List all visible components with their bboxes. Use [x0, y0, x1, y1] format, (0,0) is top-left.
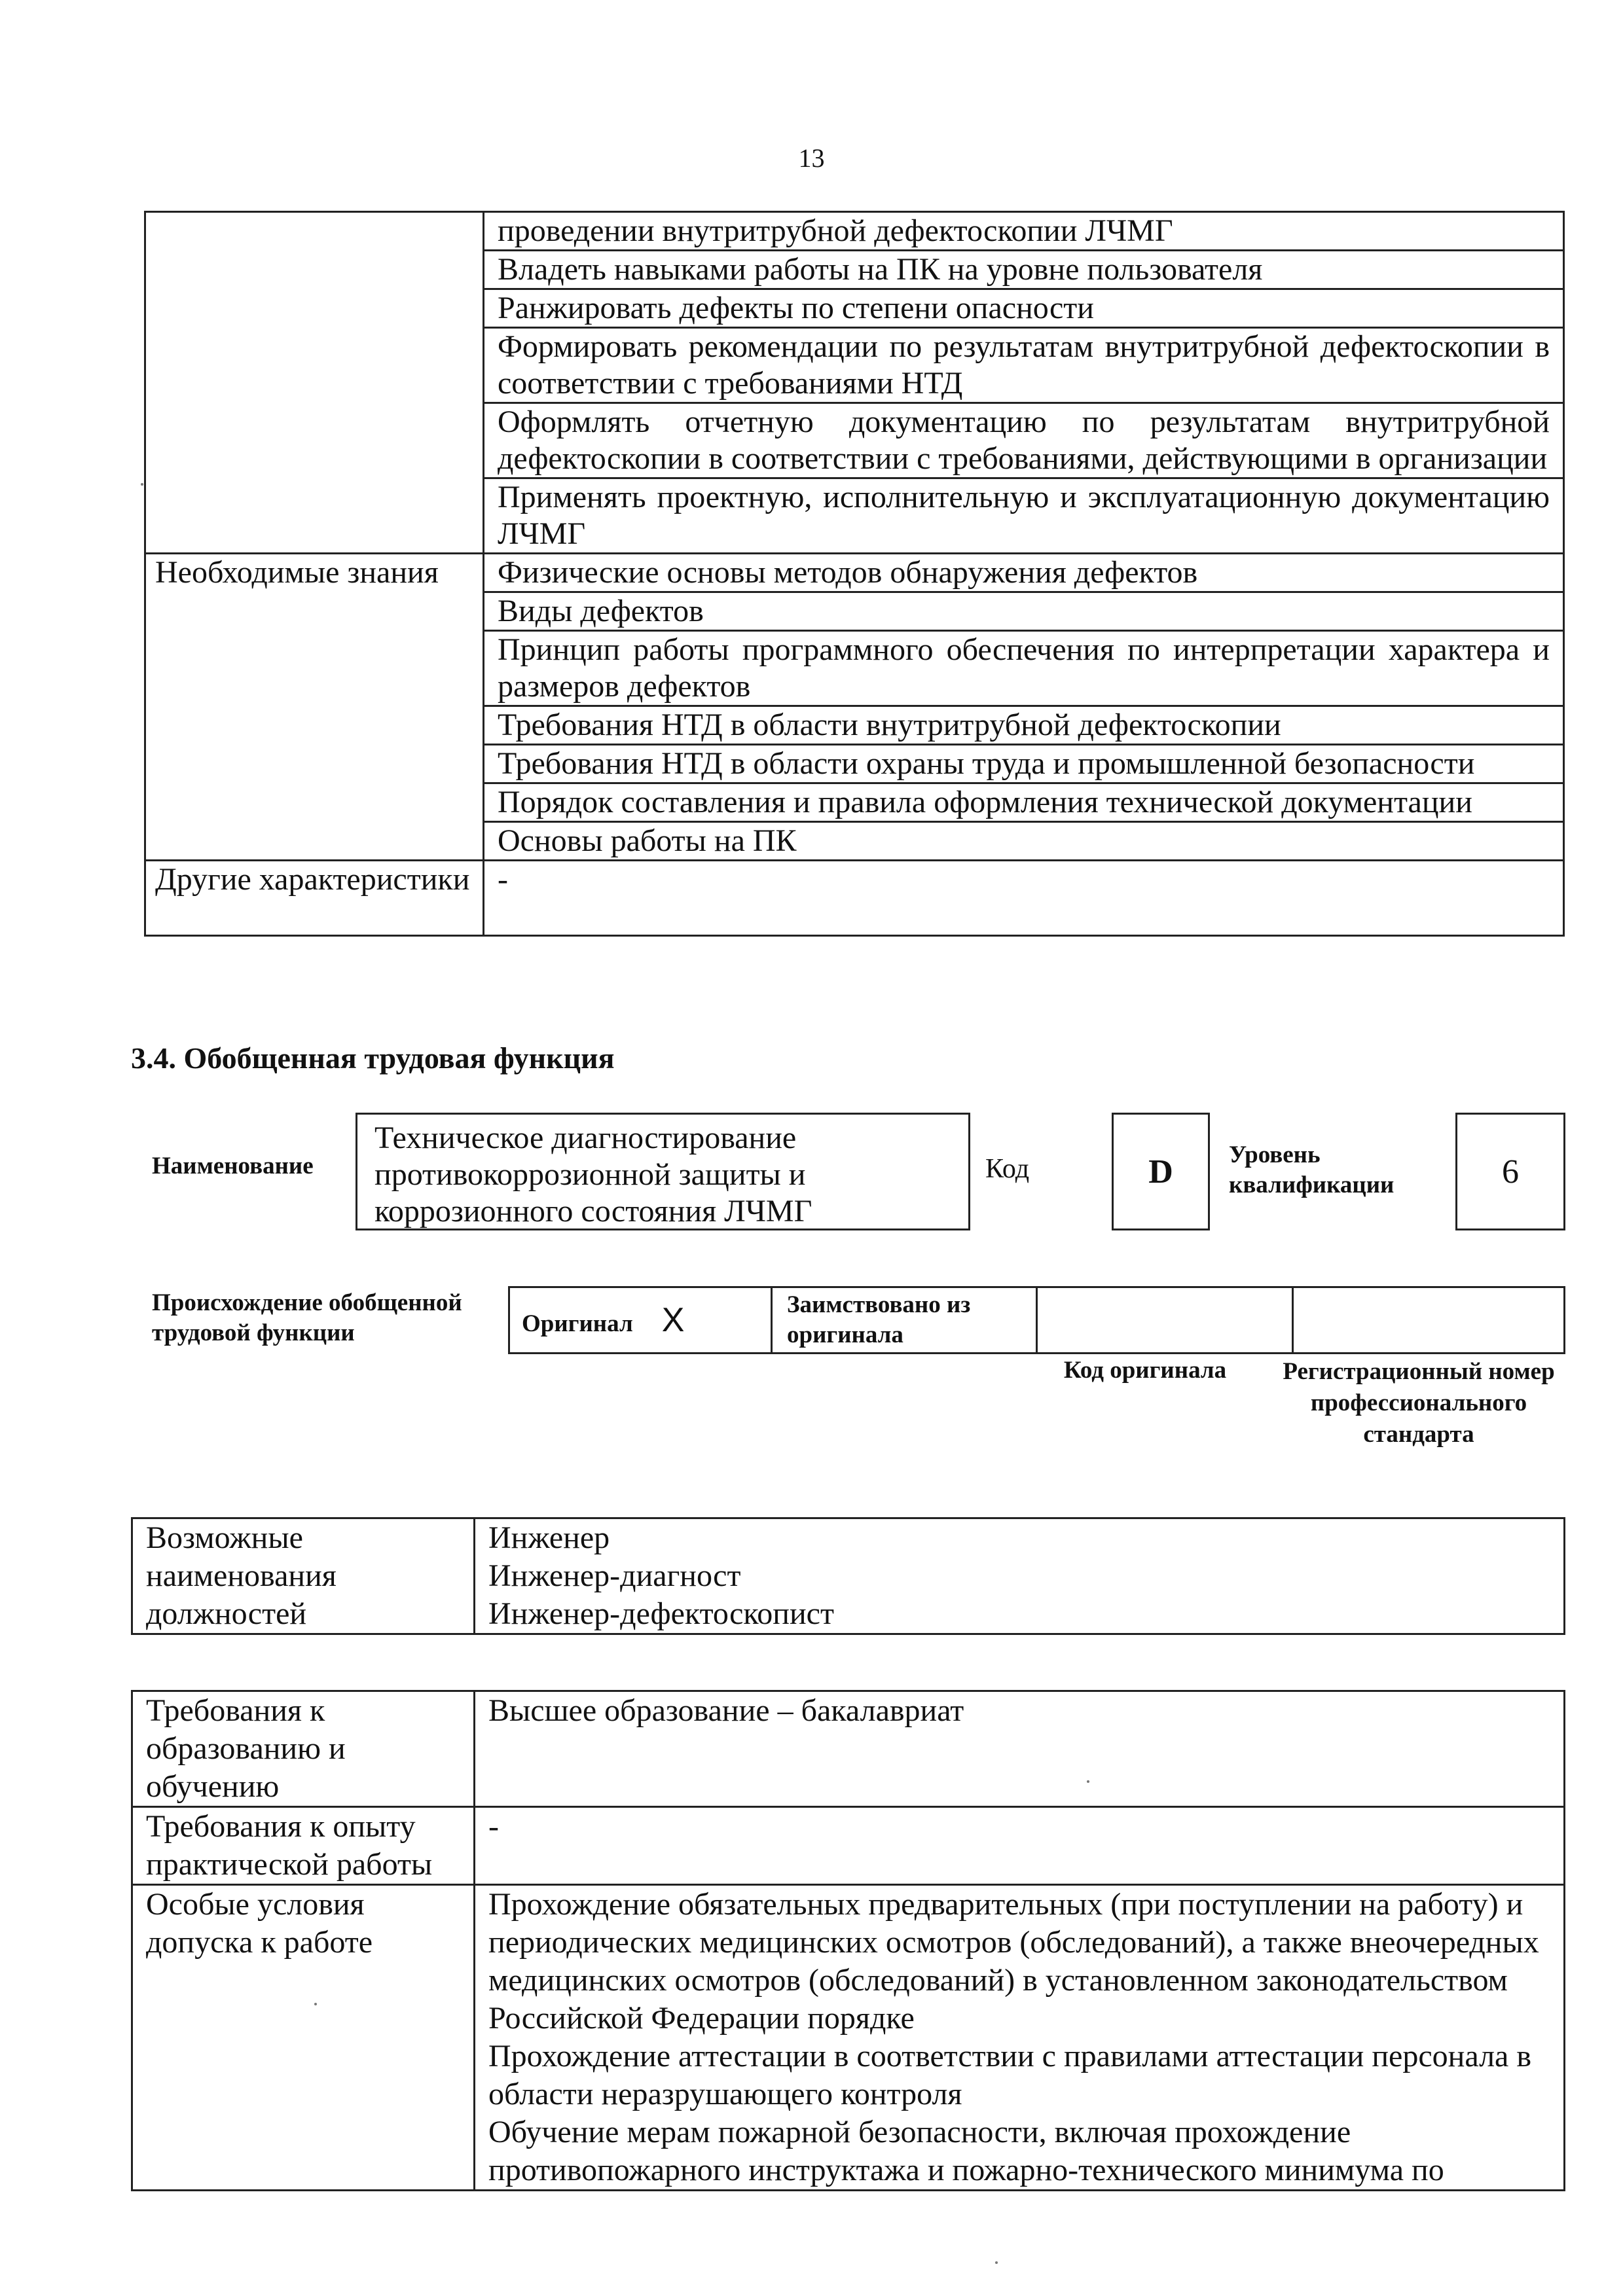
positions-values [475, 1518, 1565, 1634]
level-value: 6 [1455, 1113, 1565, 1230]
origin-reg-caption: Регистрационный номер профессионального стандарта [1283, 1358, 1555, 1448]
origin-original-cell [509, 1287, 772, 1354]
knowledge-item: Требования НТД в области внутритрубной дефектоскопии [484, 706, 1564, 745]
origin-original-label: Оригинал [522, 1310, 633, 1337]
positions-table [131, 1517, 1565, 1635]
name-label: Наименование [152, 1153, 314, 1179]
section-title: 3.4. Обобщенная трудовая функция [131, 1041, 615, 1075]
admission-label: Особые условия допуска к работе [132, 1885, 475, 2191]
skills-label-cell [145, 212, 484, 554]
admission-item: Прохождение обязательных предварительных (при поступлении на работу) и периодических медицинских осмотров (обследований), а также внеочередных медицинских осмотров (обследований) в установленном законодательством Российской Федерации порядке [488, 1887, 1539, 2036]
scan-speck [1087, 1780, 1089, 1783]
page-number: 13 [798, 143, 825, 173]
origin-table [508, 1286, 1565, 1354]
knowledge-item: Принцип работы программного обеспечения по интерпретации характера и размеров дефектов [484, 631, 1564, 706]
knowledge-item: Виды дефектов [484, 592, 1564, 631]
scan-speck [141, 483, 143, 486]
competency-table [144, 211, 1565, 937]
origin-code-caption: Код оригинала [1063, 1357, 1227, 1384]
position-item: Инженер [488, 1520, 610, 1555]
code-label: Код [985, 1154, 1030, 1184]
skill-item: Оформлять отчетную документацию по результатам внутритрубной дефектоскопии в соответствии с требованиями, действующими в организации [484, 403, 1564, 478]
position-item: Инженер-диагност [488, 1558, 741, 1593]
origin-reg-cell [1293, 1287, 1565, 1354]
positions-label: Возможные наименования должностей [132, 1518, 475, 1634]
origin-label: Происхождение обобщенной трудовой функции [152, 1289, 462, 1346]
knowledge-item: Физические основы методов обнаружения дефектов [484, 554, 1564, 592]
other-value: - [484, 861, 1564, 936]
origin-borrowed-label: Заимствовано из оригинала [772, 1287, 1037, 1354]
name-value: Техническое диагностирование противокоррозионной защиты и коррозионного состояния ЛЧМГ [356, 1113, 970, 1230]
origin-original-mark: X [661, 1301, 685, 1339]
requirements-table [131, 1690, 1565, 2191]
scan-speck [995, 2261, 998, 2264]
scan-speck [314, 2003, 317, 2005]
skill-item: проведении внутритрубной дефектоскопии ЛЧМГ [484, 212, 1564, 251]
education-label: Требования к образованию и обучению [132, 1691, 475, 1807]
other-label: Другие характеристики [145, 861, 484, 936]
knowledge-item: Требования НТД в области охраны труда и промышленной безопасности [484, 745, 1564, 783]
skill-item: Ранжировать дефекты по степени опасности [484, 289, 1564, 328]
admission-values [475, 1885, 1565, 2191]
skill-item: Владеть навыками работы на ПК на уровне пользователя [484, 251, 1564, 289]
admission-item: Прохождение аттестации в соответствии с правилами аттестации персонала в области неразрушающего контроля [488, 2039, 1531, 2111]
education-value: Высшее образование – бакалавриат [475, 1691, 1565, 1807]
experience-label: Требования к опыту практической работы [132, 1807, 475, 1885]
position-item: Инженер-дефектоскопист [488, 1596, 834, 1631]
origin-code-cell [1037, 1287, 1293, 1354]
level-label: Уровень квалификации [1229, 1141, 1395, 1198]
skill-item: Формировать рекомендации по результатам внутритрубной дефектоскопии в соответствии с требованиями НТД [484, 328, 1564, 403]
knowledge-item: Порядок составления и правила оформления технической документации [484, 783, 1564, 822]
code-value: D [1112, 1113, 1210, 1230]
skill-item: Применять проектную, исполнительную и эксплуатационную документацию ЛЧМГ [484, 478, 1564, 554]
experience-value: - [475, 1807, 1565, 1885]
knowledge-label: Необходимые знания [145, 554, 484, 861]
knowledge-item: Основы работы на ПК [484, 822, 1564, 861]
admission-item: Обучение мерам пожарной безопасности, включая прохождение противопожарного инструктажа и пожарно-технического минимума по [488, 2115, 1444, 2187]
